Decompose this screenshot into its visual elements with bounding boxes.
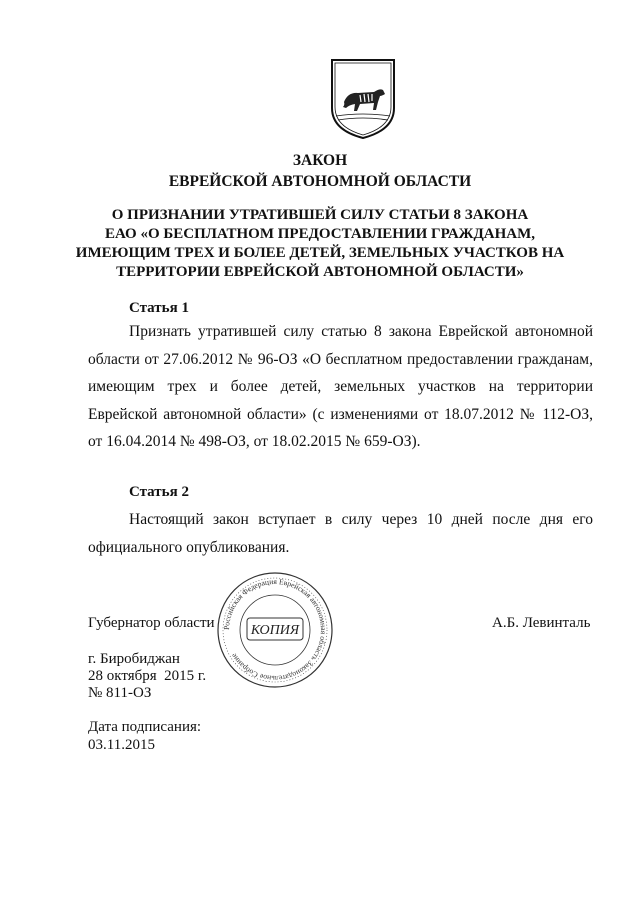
signing-date: 03.11.2015	[88, 737, 155, 753]
signing-date-label: Дата подписания:	[88, 719, 202, 735]
seal-copy-label: КОПИЯ	[250, 623, 300, 638]
law-subtitle-line-3: ИМЕЮЩИМ ТРЕХ И БОЛЕЕ ДЕТЕЙ, ЗЕМЕЛЬНЫХ УЧАСТКОВ НА	[75, 245, 565, 261]
signatory-name: А.Б. Левинталь	[492, 615, 591, 631]
article-2-text: Настоящий закон вступает в силу через 10 дней после дня его официального опубликования.	[88, 511, 593, 556]
law-date: 28 октября 2015 г.	[88, 668, 207, 684]
signatory-position: Губернатор области	[88, 615, 215, 631]
place-of-signing: г. Биробиджан	[88, 651, 180, 667]
article-2-heading: Статья 2	[129, 484, 189, 500]
official-seal-icon	[215, 570, 335, 690]
document-type-title: ЗАКОН	[292, 152, 348, 169]
law-subtitle-line-4: ТЕРРИТОРИИ ЕВРЕЙСКОЙ АВТОНОМНОЙ ОБЛАСТИ»	[116, 264, 524, 280]
article-1-text: Признать утратившей силу статью 8 закона Еврейской автономной области от 27.06.2012 № 96-ОЗ «О бесплатном предоставлении гражданам, имеющим трех и более детей, земельных участков на территории Еврейской автономной области» (с изменениями от 18.07.2012 № 112-ОЗ, от 16.04.2014 № 498-ОЗ, от 18.02.2015 № 659-ОЗ).	[88, 323, 593, 450]
law-subtitle-line-2: ЕАО «О БЕСПЛАТНОМ ПРЕДОСТАВЛЕНИИ ГРАЖДАНАМ,	[104, 226, 536, 242]
seal-ring-text: Российская Федерация Еврейская автономная область Законодательное Собрание	[221, 576, 329, 684]
law-number: № 811-ОЗ	[88, 685, 152, 701]
region-title: ЕВРЕЙСКОЙ АВТОНОМНОЙ ОБЛАСТИ	[168, 173, 472, 190]
coat-of-arms-icon	[330, 58, 396, 140]
law-subtitle-line-1: О ПРИЗНАНИИ УТРАТИВШЕЙ СИЛУ СТАТЬИ 8 ЗАКОНА	[111, 207, 529, 223]
article-1-heading: Статья 1	[129, 300, 189, 316]
